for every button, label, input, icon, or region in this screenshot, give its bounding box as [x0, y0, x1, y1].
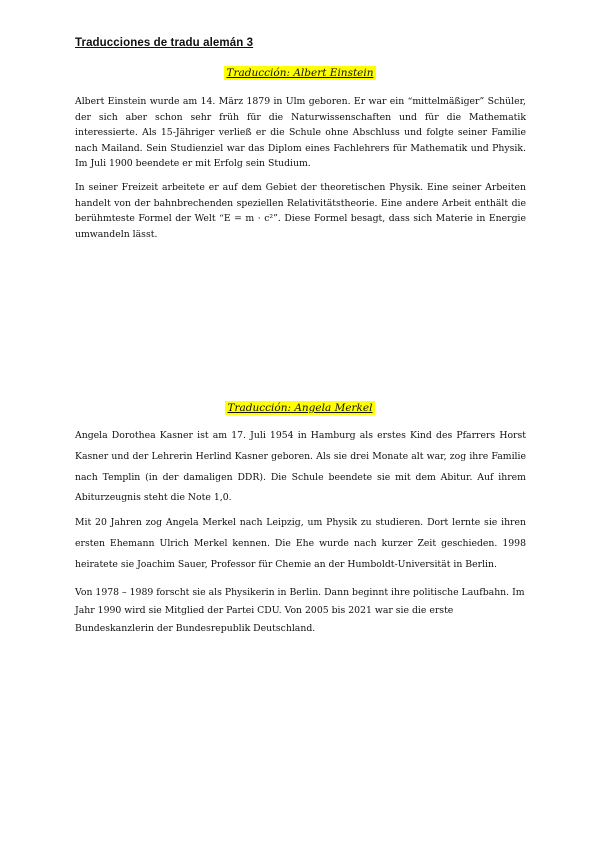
highlighted-heading-text: Traducción: Angela Merkel: [227, 402, 373, 414]
paragraph: Albert Einstein wurde am 14. März 1879 in Ulm geboren. Er war ein “mittelmäßiger” Schüler, der sich aber schon sehr früh für die Naturwissenschaften und für die Mathematik interessierte. Als 15-Jähriger verließ er die Schule ohne Abschluss und folgte seiner Familie nach Mailand. Sein Studienziel war das Diplom eines Fachlehrers für Mathematik und Physik. Im Juli 1900 beendete er mit Erfolg sein Studium.: [75, 96, 526, 170]
paragraph: Mit 20 Jahren zog Angela Merkel nach Leipzig, um Physik zu studieren. Dort lernte sie ihren ersten Ehemann Ulrich Merkel kennen. Die Ehe wurde nach kurzer Zeit geschieden. 1998 heiratete sie Joachim Sauer, Professor für Chemie an der Humboldt-Universität in Berlin.: [75, 517, 526, 570]
section-heading-einstein: [0, 67, 600, 79]
paragraph: Von 1978 – 1989 forscht sie als Physikerin in Berlin. Dann beginnt ihre politische Laufbahn. Im Jahr 1990 wird sie Mitglied der Partei CDU. Von 2005 bis 2021 war sie die erste Bundeskanzlerin der Bundesrepublik Deutschland.: [75, 587, 525, 634]
paragraph: Angela Dorothea Kasner ist am 17. Juli 1954 in Hamburg als erstes Kind des Pfarrers Horst Kasner und der Lehrerin Herlind Kasner geboren. Als sie drei Monate alt war, zog ihre Familie nach Templin (in der damaligen DDR). Die Schule beendete sie mit dem Abitur. Auf ihrem Abiturzeugnis steht die Note 1,0.: [75, 430, 526, 504]
paragraph: In seiner Freizeit arbeitete er auf dem Gebiet der theoretischen Physik. Eine seiner Arbeiten handelt von der bahnbrechenden speziellen Relativitätstheorie. Eine andere Arbeit enthält die berühmteste Formel der Welt “E = m · c²”. Diese Formel besagt, dass sich Materie in Energie umwandeln lässt.: [75, 182, 526, 240]
highlighted-heading-text: Traducción: Albert Einstein: [226, 67, 374, 79]
section-heading-merkel: [0, 402, 600, 414]
document-title: Traducciones de tradu alemán 3: [75, 37, 254, 49]
